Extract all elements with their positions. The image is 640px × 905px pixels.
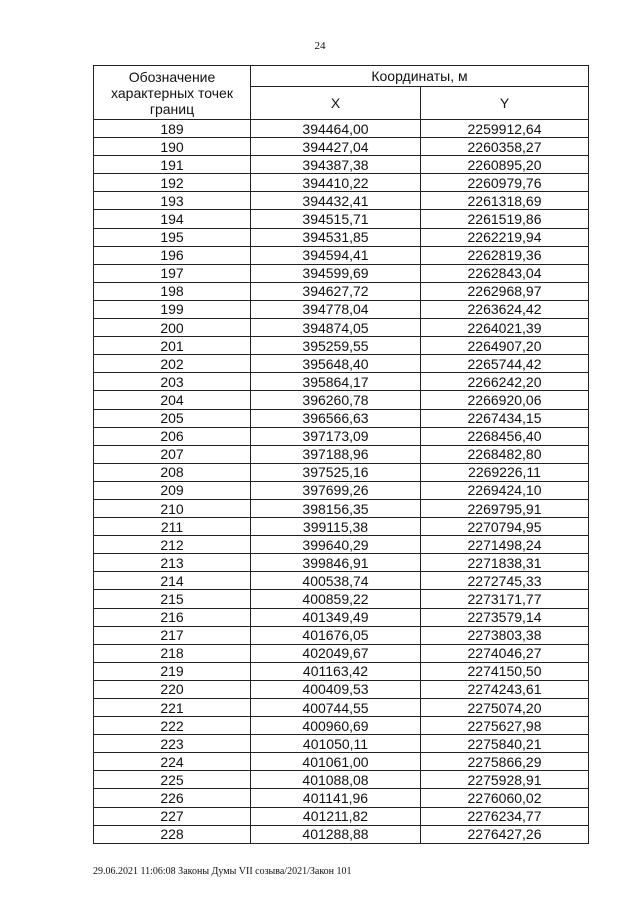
cell-y: 2271838,31	[421, 554, 589, 572]
cell-y: 2274046,27	[421, 644, 589, 662]
cell-y: 2273579,14	[421, 608, 589, 626]
cell-point: 208	[94, 463, 251, 481]
table-row	[94, 210, 589, 228]
cell-y: 2268456,40	[421, 427, 589, 445]
cell-x: 398156,35	[251, 499, 421, 517]
cell-x: 397188,96	[251, 445, 421, 463]
page-number: 24	[314, 40, 326, 52]
cell-y: 2266242,20	[421, 373, 589, 391]
cell-point: 216	[94, 608, 251, 626]
cell-y: 2275074,20	[421, 699, 589, 717]
cell-point: 212	[94, 536, 251, 554]
cell-x: 394387,38	[251, 156, 421, 174]
cell-x: 394427,04	[251, 138, 421, 156]
cell-y: 2259912,64	[421, 120, 589, 138]
cell-x: 397699,26	[251, 481, 421, 499]
table-row	[94, 319, 589, 337]
cell-point: 210	[94, 499, 251, 517]
cell-point: 228	[94, 825, 251, 843]
cell-x: 394531,85	[251, 228, 421, 246]
cell-y: 2271498,24	[421, 536, 589, 554]
cell-point: 203	[94, 373, 251, 391]
cell-x: 400409,53	[251, 680, 421, 698]
cell-x: 394464,00	[251, 120, 421, 138]
cell-x: 399115,38	[251, 518, 421, 536]
cell-point: 197	[94, 264, 251, 282]
cell-y: 2273803,38	[421, 626, 589, 644]
cell-x: 402049,67	[251, 644, 421, 662]
cell-y: 2276060,02	[421, 789, 589, 807]
cell-point: 205	[94, 409, 251, 427]
table-row	[94, 735, 589, 753]
cell-point: 218	[94, 644, 251, 662]
cell-y: 2262819,36	[421, 246, 589, 264]
cell-y: 2275866,29	[421, 753, 589, 771]
cell-x: 394594,41	[251, 246, 421, 264]
table-row	[94, 174, 589, 192]
cell-x: 399846,91	[251, 554, 421, 572]
table-header	[94, 66, 589, 120]
cell-x: 401288,88	[251, 825, 421, 843]
cell-y: 2264021,39	[421, 319, 589, 337]
cell-x: 394410,22	[251, 174, 421, 192]
table-row	[94, 337, 589, 355]
cell-x: 401211,82	[251, 807, 421, 825]
cell-y: 2260358,27	[421, 138, 589, 156]
cell-point: 222	[94, 717, 251, 735]
table-row	[94, 499, 589, 517]
table-row	[94, 536, 589, 554]
cell-point: 193	[94, 192, 251, 210]
cell-y: 2274150,50	[421, 662, 589, 680]
cell-point: 199	[94, 300, 251, 318]
cell-y: 2266920,06	[421, 391, 589, 409]
cell-point: 217	[94, 626, 251, 644]
cell-y: 2261519,86	[421, 210, 589, 228]
table-row	[94, 680, 589, 698]
cell-y: 2275928,91	[421, 771, 589, 789]
cell-point: 221	[94, 699, 251, 717]
cell-point: 227	[94, 807, 251, 825]
cell-point: 196	[94, 246, 251, 264]
cell-x: 400859,22	[251, 590, 421, 608]
cell-y: 2264907,20	[421, 337, 589, 355]
table-row	[94, 717, 589, 735]
cell-x: 401163,42	[251, 662, 421, 680]
cell-y: 2275840,21	[421, 735, 589, 753]
cell-point: 202	[94, 355, 251, 373]
table-row	[94, 120, 589, 138]
cell-y: 2275627,98	[421, 717, 589, 735]
table-row	[94, 355, 589, 373]
cell-point: 192	[94, 174, 251, 192]
table-row	[94, 138, 589, 156]
cell-point: 191	[94, 156, 251, 174]
cell-y: 2261318,69	[421, 192, 589, 210]
cell-y: 2272745,33	[421, 572, 589, 590]
cell-y: 2265744,42	[421, 355, 589, 373]
cell-y: 2262843,04	[421, 264, 589, 282]
table-row	[94, 662, 589, 680]
cell-x: 399640,29	[251, 536, 421, 554]
cell-point: 213	[94, 554, 251, 572]
cell-x: 394432,41	[251, 192, 421, 210]
table-row	[94, 228, 589, 246]
cell-y: 2268482,80	[421, 445, 589, 463]
cell-y: 2269226,11	[421, 463, 589, 481]
cell-point: 194	[94, 210, 251, 228]
table-row	[94, 373, 589, 391]
table-row	[94, 753, 589, 771]
cell-point: 224	[94, 753, 251, 771]
cell-x: 396260,78	[251, 391, 421, 409]
cell-point: 211	[94, 518, 251, 536]
cell-y: 2270794,95	[421, 518, 589, 536]
cell-x: 397173,09	[251, 427, 421, 445]
cell-y: 2276234,77	[421, 807, 589, 825]
cell-x: 401088,08	[251, 771, 421, 789]
table-row	[94, 391, 589, 409]
cell-y: 2262968,97	[421, 282, 589, 300]
cell-point: 204	[94, 391, 251, 409]
cell-y: 2262219,94	[421, 228, 589, 246]
cell-point: 190	[94, 138, 251, 156]
cell-y: 2269795,91	[421, 499, 589, 517]
table-row	[94, 572, 589, 590]
cell-point: 206	[94, 427, 251, 445]
table-row	[94, 789, 589, 807]
cell-x: 401061,00	[251, 753, 421, 771]
cell-y: 2273171,77	[421, 590, 589, 608]
table-row	[94, 282, 589, 300]
cell-point: 225	[94, 771, 251, 789]
coordinates-table	[93, 65, 589, 844]
cell-point: 189	[94, 120, 251, 138]
table-row	[94, 481, 589, 499]
table-row	[94, 409, 589, 427]
header-y: Y	[421, 87, 589, 120]
cell-point: 201	[94, 337, 251, 355]
cell-y: 2276427,26	[421, 825, 589, 843]
cell-x: 394874,05	[251, 319, 421, 337]
table-body	[94, 120, 589, 844]
cell-x: 401676,05	[251, 626, 421, 644]
cell-point: 195	[94, 228, 251, 246]
table-row	[94, 807, 589, 825]
cell-point: 219	[94, 662, 251, 680]
cell-x: 394778,04	[251, 300, 421, 318]
cell-point: 198	[94, 282, 251, 300]
table-row	[94, 427, 589, 445]
table-row	[94, 626, 589, 644]
cell-x: 401050,11	[251, 735, 421, 753]
table-row	[94, 771, 589, 789]
cell-x: 395259,55	[251, 337, 421, 355]
cell-point: 207	[94, 445, 251, 463]
cell-x: 400538,74	[251, 572, 421, 590]
cell-x: 394515,71	[251, 210, 421, 228]
cell-point: 226	[94, 789, 251, 807]
cell-point: 209	[94, 481, 251, 499]
cell-y: 2263624,42	[421, 300, 589, 318]
table-row	[94, 644, 589, 662]
table-row	[94, 518, 589, 536]
cell-x: 400744,55	[251, 699, 421, 717]
table-row	[94, 554, 589, 572]
cell-x: 394599,69	[251, 264, 421, 282]
footer-stamp: 29.06.2021 11:06:08 Законы Думы VII созыва/2021/Закон 101	[93, 866, 352, 877]
cell-y: 2260895,20	[421, 156, 589, 174]
table-row	[94, 246, 589, 264]
cell-x: 400960,69	[251, 717, 421, 735]
cell-y: 2269424,10	[421, 481, 589, 499]
table-row	[94, 608, 589, 626]
cell-point: 223	[94, 735, 251, 753]
table-row	[94, 445, 589, 463]
cell-point: 200	[94, 319, 251, 337]
cell-x: 401349,49	[251, 608, 421, 626]
cell-x: 401141,96	[251, 789, 421, 807]
table-row	[94, 463, 589, 481]
table-row	[94, 699, 589, 717]
cell-point: 220	[94, 680, 251, 698]
header-coordinates: Координаты, м	[251, 66, 589, 87]
header-point-name: Обозначение характерных точек границ	[94, 66, 251, 120]
table-row	[94, 156, 589, 174]
table-row	[94, 590, 589, 608]
header-x: X	[251, 87, 421, 120]
cell-x: 397525,16	[251, 463, 421, 481]
table-row	[94, 300, 589, 318]
cell-point: 215	[94, 590, 251, 608]
cell-x: 396566,63	[251, 409, 421, 427]
table-row	[94, 192, 589, 210]
cell-y: 2260979,76	[421, 174, 589, 192]
cell-y: 2274243,61	[421, 680, 589, 698]
table-row	[94, 825, 589, 843]
cell-x: 395648,40	[251, 355, 421, 373]
cell-y: 2267434,15	[421, 409, 589, 427]
cell-x: 395864,17	[251, 373, 421, 391]
table-row	[94, 264, 589, 282]
cell-point: 214	[94, 572, 251, 590]
cell-x: 394627,72	[251, 282, 421, 300]
